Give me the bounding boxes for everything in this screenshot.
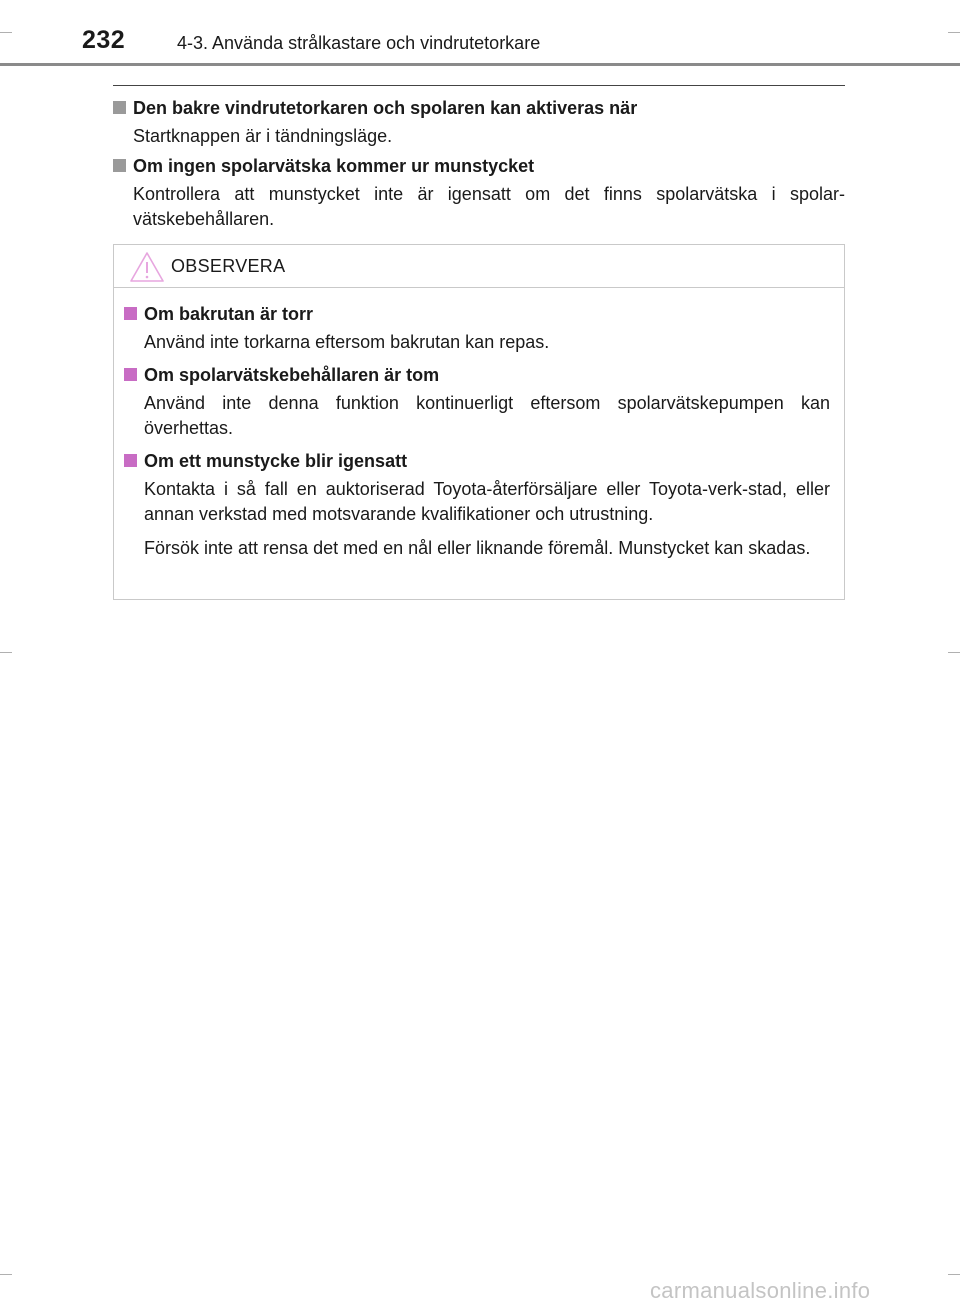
warning-item — [124, 450, 830, 561]
warning-item-heading-text: Om bakrutan är torr — [144, 304, 314, 324]
square-bullet-icon — [113, 101, 126, 114]
warning-item-heading — [124, 364, 830, 386]
warning-item — [124, 364, 830, 441]
section-rear-wiper — [113, 97, 845, 149]
section-title: 4-3. Använda strålkastare och vindrutetorkare — [177, 33, 541, 53]
section-body: Startknappen är i tändningsläge. — [133, 126, 393, 146]
warning-item-body: Kontakta i så fall en auktoriserad Toyota-återförsäljare eller Toyota-verk-stad, eller annan verkstad med motsvarande kvalifikationer och utrustning. — [144, 479, 830, 524]
crop-mark — [0, 1274, 12, 1275]
crop-mark — [0, 32, 12, 33]
content-rule — [113, 85, 845, 86]
square-bullet-icon — [113, 159, 126, 172]
section-body: Kontrollera att munstycket inte är igensatt om det finns spolarvätska i spolar-vätskebehållaren. — [133, 184, 845, 229]
page-number: 232 — [82, 26, 126, 54]
crop-mark — [0, 652, 12, 653]
watermark: carmanualsonline.info — [650, 1278, 871, 1303]
header-rule — [0, 63, 960, 66]
warning-box — [113, 244, 845, 600]
square-bullet-icon — [124, 307, 137, 320]
warning-item-heading — [124, 303, 830, 325]
crop-mark — [948, 1274, 960, 1275]
warning-title: OBSERVERA — [171, 256, 286, 276]
warning-item — [124, 303, 830, 355]
section-no-washer-fluid — [113, 155, 845, 232]
warning-item-body: Försök inte att rensa det med en nål eller liknande föremål. Munstycket kan skadas. — [144, 538, 811, 558]
warning-content — [124, 303, 830, 570]
warning-header — [114, 245, 844, 288]
section-heading — [113, 97, 845, 119]
warning-item-body: Använd inte torkarna eftersom bakrutan kan repas. — [144, 332, 550, 352]
crop-mark — [948, 652, 960, 653]
section-heading — [113, 155, 845, 177]
warning-item-heading-text: Om spolarvätskebehållaren är tom — [144, 365, 440, 385]
warning-triangle-icon — [129, 251, 165, 283]
section-heading-text: Den bakre vindrutetorkaren och spolaren kan aktiveras när — [133, 98, 638, 118]
warning-item-heading — [124, 450, 830, 472]
warning-item-body: Använd inte denna funktion kontinuerligt eftersom spolarvätskepumpen kan överhettas. — [144, 393, 830, 438]
crop-mark — [948, 32, 960, 33]
square-bullet-icon — [124, 368, 137, 381]
square-bullet-icon — [124, 454, 137, 467]
warning-item-heading-text: Om ett munstycke blir igensatt — [144, 451, 408, 471]
page-header — [0, 0, 960, 66]
section-heading-text: Om ingen spolarvätska kommer ur munstycket — [133, 156, 535, 176]
